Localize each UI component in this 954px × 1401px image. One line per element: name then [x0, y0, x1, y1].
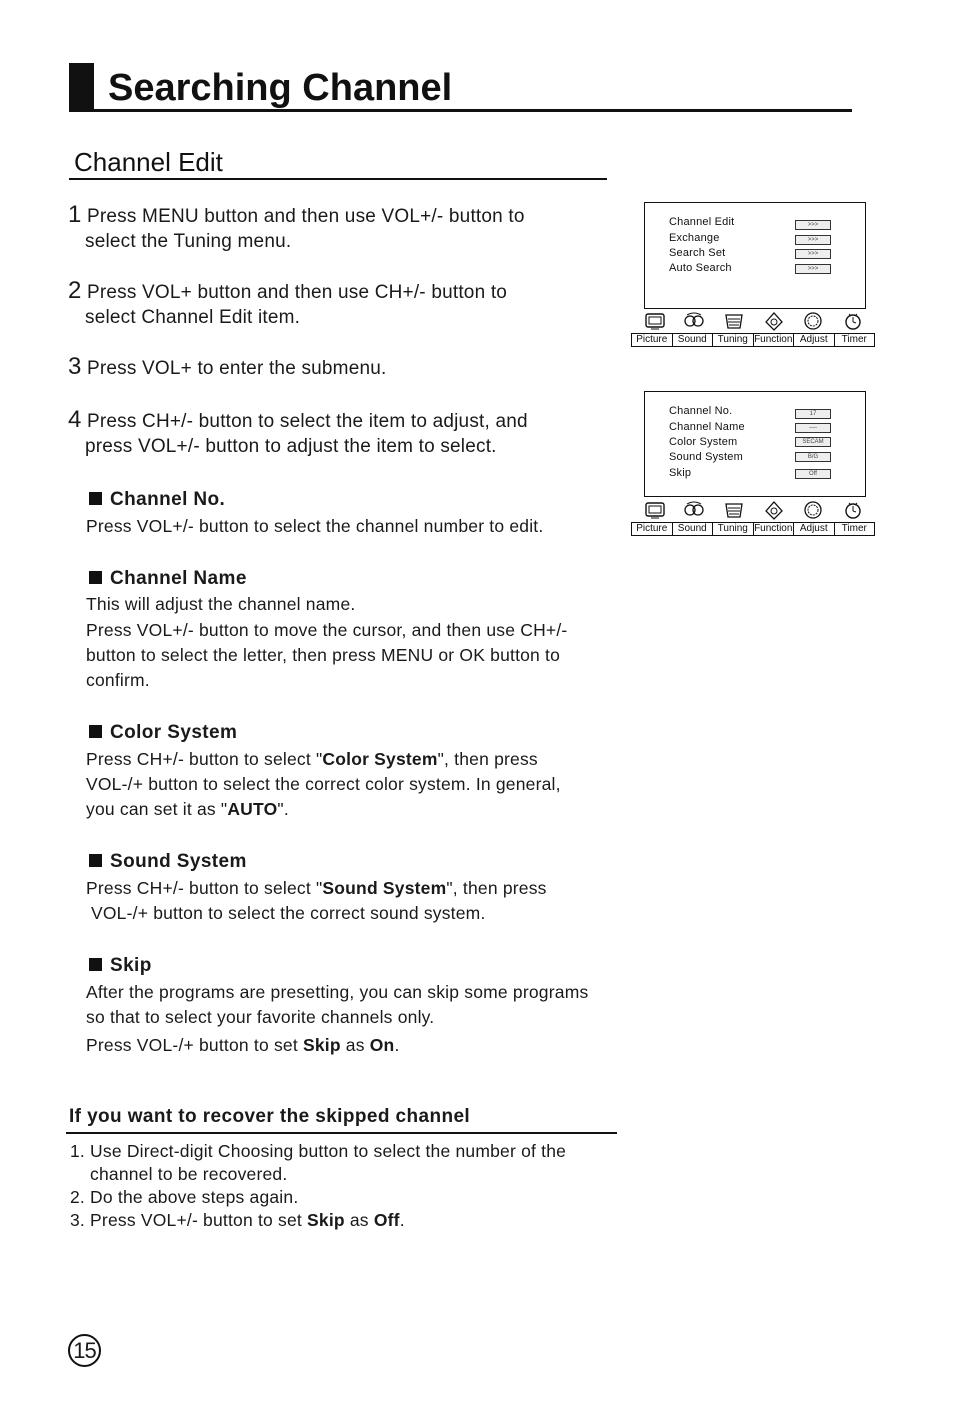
- osd-menu-item: Search Set: [669, 247, 726, 259]
- step-line: select Channel Edit item.: [85, 307, 301, 328]
- osd-tab-bar: [631, 522, 875, 536]
- osd-menu-item: Channel Name: [669, 421, 745, 433]
- paragraph-line: Press VOL-/+ button to set Skip as On.: [86, 1035, 400, 1055]
- step-line: Press MENU button and then use VOL+/- button to: [87, 206, 525, 227]
- list-item: 2. Do the above steps again.: [70, 1187, 299, 1207]
- section-subtitle: Channel Edit: [74, 147, 223, 177]
- tv-picture-icon: [643, 500, 667, 520]
- osd-item-value: 17: [795, 409, 831, 419]
- osd-item-value: Off: [795, 469, 831, 479]
- title-underline: [94, 109, 852, 112]
- osd-menu-item: Sound System: [669, 451, 743, 463]
- osd-item-value: ----: [795, 423, 831, 433]
- step-number: 1: [68, 201, 82, 228]
- tab-function: Function: [754, 523, 793, 534]
- tab-tuning: Tuning: [713, 334, 754, 346]
- step-4: [68, 407, 613, 459]
- list-item: 1. Use Direct-digit Choosing button to select the number of the: [70, 1141, 567, 1161]
- osd-icon-row: [635, 498, 873, 521]
- sound-system-text: [86, 876, 666, 926]
- channel-no-text: [86, 514, 666, 539]
- step-3: [68, 354, 613, 381]
- adjust-icon: [801, 500, 825, 520]
- step-line: Press VOL+ button and then use CH+/- button to: [87, 282, 508, 303]
- osd-menu-item: Channel Edit: [669, 216, 735, 228]
- heading-channel-no: [89, 488, 225, 512]
- paragraph-line: Press CH+/- button to select "Color System", then press: [86, 749, 538, 769]
- title-accent-bar: [69, 63, 94, 112]
- tab-adjust: Adjust: [794, 523, 835, 535]
- step-line: press VOL+/- button to adjust the item to select.: [85, 436, 497, 457]
- step-number: 3: [68, 353, 82, 380]
- tuning-icon: [722, 500, 746, 520]
- heading-text: Channel Name: [110, 568, 247, 589]
- heading-text: Channel No.: [110, 489, 226, 510]
- osd-menu-item: Exchange: [669, 232, 720, 244]
- heading-text: Color System: [110, 722, 238, 743]
- page-title: Searching Channel: [108, 67, 453, 109]
- tab-adjust: Adjust: [794, 334, 835, 346]
- list-item-continuation: channel to be recovered.: [90, 1164, 288, 1184]
- channel-name-text: [86, 592, 666, 693]
- paragraph-line: This will adjust the channel name.: [86, 594, 356, 614]
- paragraph-line: you can set it as "AUTO".: [86, 799, 289, 819]
- osd-tab-bar: [631, 333, 875, 347]
- heading-sound-system: [89, 850, 247, 874]
- osd-menu-item: Auto Search: [669, 262, 732, 274]
- page-number: 15: [68, 1334, 101, 1367]
- tab-function: Function: [754, 334, 793, 345]
- paragraph-line: Press VOL+/- button to move the cursor, and then use CH+/-: [86, 620, 568, 640]
- heading-color-system: [89, 721, 237, 745]
- bullet-square: [89, 492, 102, 505]
- paragraph-line: Press VOL+/- button to select the channel number to edit.: [86, 516, 544, 536]
- timer-clock-icon: [841, 311, 865, 331]
- osd-item-value: >>>: [795, 235, 831, 245]
- paragraph-line: Press CH+/- button to select "Sound System", then press: [86, 878, 547, 898]
- skip-text: [86, 980, 666, 1058]
- heading-recover: If you want to recover the skipped channel: [69, 1106, 471, 1127]
- paragraph-line: confirm.: [86, 670, 150, 690]
- step-2: [68, 278, 613, 330]
- list-item: 3. Press VOL+/- button to set Skip as Off.: [70, 1210, 405, 1230]
- bullet-square: [89, 725, 102, 738]
- paragraph-line: After the programs are presetting, you can skip some programs: [86, 982, 589, 1002]
- sound-icon: [682, 500, 706, 520]
- step-number: 4: [68, 406, 82, 433]
- function-icon: [762, 311, 786, 331]
- osd-channel-edit-menu: [644, 391, 866, 497]
- osd-item-value: B/G: [795, 452, 831, 462]
- osd-menu-item: Skip: [669, 467, 692, 479]
- bullet-square: [89, 958, 102, 971]
- adjust-icon: [801, 311, 825, 331]
- osd-tuning-menu: [644, 202, 866, 309]
- tuning-icon: [722, 311, 746, 331]
- osd-menu-item: Channel No.: [669, 405, 733, 417]
- step-line: Press CH+/- button to select the item to adjust, and: [87, 411, 528, 432]
- step-1: [68, 202, 613, 254]
- heading-text: Sound System: [110, 851, 247, 872]
- osd-item-value: >>>: [795, 264, 831, 274]
- osd-icon-row: [635, 309, 873, 332]
- paragraph-line: so that to select your favorite channels only.: [86, 1007, 435, 1027]
- recover-steps-list: [70, 1140, 670, 1232]
- color-system-text: [86, 747, 666, 822]
- paragraph-line: button to select the letter, then press MENU or OK button to: [86, 645, 561, 665]
- tab-picture: Picture: [632, 523, 673, 535]
- osd-menu-item: Color System: [669, 436, 738, 448]
- recover-underline: [66, 1132, 617, 1134]
- tab-timer: Timer: [841, 523, 867, 534]
- step-line: Press VOL+ to enter the submenu.: [87, 358, 387, 379]
- heading-channel-name: [89, 567, 247, 591]
- bullet-square: [89, 854, 102, 867]
- heading-skip: [89, 954, 152, 978]
- tab-sound: Sound: [673, 334, 714, 346]
- timer-clock-icon: [841, 500, 865, 520]
- subtitle-underline: [69, 178, 607, 180]
- tab-picture: Picture: [632, 334, 673, 346]
- tv-picture-icon: [643, 311, 667, 331]
- step-line: select the Tuning menu.: [85, 231, 292, 252]
- paragraph-line: VOL-/+ button to select the correct sound system.: [91, 903, 486, 923]
- osd-item-value: >>>: [795, 220, 831, 230]
- tab-timer: Timer: [841, 334, 867, 345]
- osd-item-value: SECAM: [795, 437, 831, 447]
- osd-item-value: >>>: [795, 249, 831, 259]
- bullet-square: [89, 571, 102, 584]
- sound-icon: [682, 311, 706, 331]
- heading-text: Skip: [110, 955, 152, 976]
- step-number: 2: [68, 277, 82, 304]
- paragraph-line: VOL-/+ button to select the correct color system. In general,: [86, 774, 561, 794]
- function-icon: [762, 500, 786, 520]
- tab-sound: Sound: [673, 523, 714, 535]
- tab-tuning: Tuning: [713, 523, 754, 535]
